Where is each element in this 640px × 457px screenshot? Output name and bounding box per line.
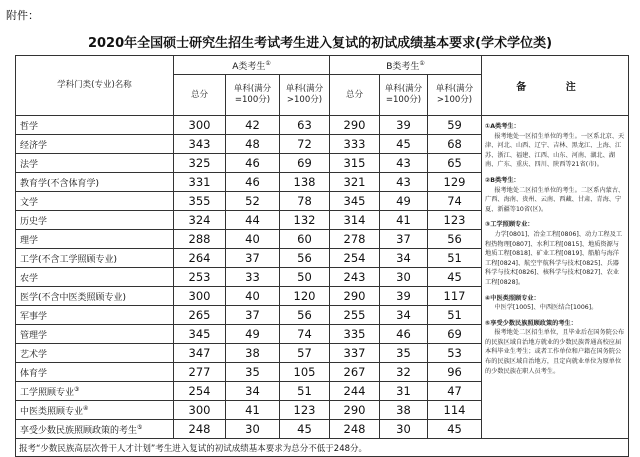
score-cell-b-total: 243 [330,268,380,287]
subject-cell [16,192,174,211]
subject-mark: ③ [74,385,80,393]
score-cell-a-s100: 34 [226,382,280,401]
subject-name: 哲学 [20,121,39,132]
score-cell-b-s100: 30 [380,420,428,439]
subject-name: 法学 [20,159,39,170]
header-group-a-label: A类考生 [232,61,266,72]
score-cell-a-total: 265 [174,306,226,325]
score-cell-a-s100p: 123 [280,401,330,420]
score-cell-b-s100p: 51 [428,306,482,325]
score-cell-b-s100p: 51 [428,249,482,268]
score-cell-b-total: 278 [330,230,380,249]
score-cell-a-total: 254 [174,382,226,401]
subject-cell [16,116,174,135]
score-cell-a-total: 347 [174,344,226,363]
subject-name: 历史学 [20,216,48,227]
score-cell-b-s100: 45 [380,135,428,154]
score-table [15,55,629,457]
score-cell-a-s100: 41 [226,401,280,420]
score-cell-a-total: 345 [174,325,226,344]
subject-cell [16,344,174,363]
attachment-label: 附件： [6,9,39,22]
score-cell-a-s100p: 105 [280,363,330,382]
subject-cell [16,306,174,325]
score-cell-a-s100p: 74 [280,325,330,344]
score-cell-a-total: 331 [174,173,226,192]
score-cell-b-total: 314 [330,211,380,230]
score-cell-a-total: 300 [174,401,226,420]
score-cell-b-total: 248 [330,420,380,439]
score-cell-b-s100: 37 [380,230,428,249]
header-subject: 学科门类(专业)名称 [16,56,174,116]
subject-name: 理学 [20,235,39,246]
subject-cell [16,287,174,306]
score-cell-b-s100p: 69 [428,325,482,344]
score-cell-a-s100p: 56 [280,249,330,268]
subject-cell [16,230,174,249]
remark-block [485,176,625,214]
score-cell-b-total: 321 [330,173,380,192]
score-cell-b-total: 244 [330,382,380,401]
header-group-b [330,56,482,75]
subject-name: 中医类照顾专业 [20,406,84,417]
score-cell-a-s100: 40 [226,287,280,306]
score-cell-a-s100: 42 [226,116,280,135]
score-cell-a-s100: 30 [226,420,280,439]
subject-cell [16,249,174,268]
header-group-a [174,56,330,75]
score-cell-b-s100p: 129 [428,173,482,192]
score-cell-b-s100: 49 [380,192,428,211]
score-cell-b-s100p: 47 [428,382,482,401]
score-cell-b-s100p: 74 [428,192,482,211]
subject-cell [16,268,174,287]
remark-block [485,122,625,170]
score-cell-b-s100p: 117 [428,287,482,306]
score-cell-b-s100: 30 [380,268,428,287]
score-cell-a-total: 325 [174,154,226,173]
subject-cell [16,382,174,401]
score-cell-b-s100: 35 [380,344,428,363]
score-cell-a-total: 277 [174,363,226,382]
score-cell-b-s100: 34 [380,249,428,268]
score-cell-a-total: 324 [174,211,226,230]
score-cell-a-s100: 49 [226,325,280,344]
score-cell-b-total: 335 [330,325,380,344]
score-cell-b-total: 254 [330,249,380,268]
subject-name: 工学照顾专业 [20,387,75,398]
score-cell-a-s100p: 63 [280,116,330,135]
score-cell-a-s100p: 138 [280,173,330,192]
subject-name: 经济学 [20,140,48,151]
subject-cell [16,211,174,230]
header-a-single-over-100: 单科(满分>100分) [280,75,330,116]
score-cell-b-s100: 34 [380,306,428,325]
subject-name: 农学 [20,273,39,284]
subject-cell [16,363,174,382]
subject-cell [16,401,174,420]
score-cell-b-total: 290 [330,287,380,306]
score-cell-b-total: 255 [330,306,380,325]
header-group-b-label: B类考生 [386,61,420,72]
score-cell-b-s100p: 65 [428,154,482,173]
score-cell-b-s100p: 68 [428,135,482,154]
header-b-total: 总分 [330,75,380,116]
subject-name: 工学(不含工学照顾专业) [20,254,118,265]
score-cell-a-s100p: 60 [280,230,330,249]
header-b-single-100: 单科(满分=100分) [380,75,428,116]
score-cell-b-s100p: 45 [428,420,482,439]
header-group-b-mark: ① [419,59,425,67]
score-cell-a-s100: 35 [226,363,280,382]
subject-name: 管理学 [20,330,48,341]
score-cell-b-total: 267 [330,363,380,382]
subject-cell [16,154,174,173]
score-cell-a-total: 288 [174,230,226,249]
score-cell-a-s100p: 78 [280,192,330,211]
score-cell-a-total: 253 [174,268,226,287]
score-cell-b-s100p: 123 [428,211,482,230]
score-cell-a-s100: 33 [226,268,280,287]
score-cell-a-total: 343 [174,135,226,154]
header-a-single-100: 单科(满分=100分) [226,75,280,116]
score-cell-a-s100p: 51 [280,382,330,401]
score-cell-b-s100: 39 [380,287,428,306]
score-cell-b-s100: 46 [380,325,428,344]
score-cell-a-total: 264 [174,249,226,268]
score-cell-a-s100: 37 [226,306,280,325]
score-cell-b-s100p: 56 [428,230,482,249]
remark-body: 报考地处一区招生单位的考生。一区系北京、天津、河北、山西、辽宁、吉林、黑龙江、上海、江苏、浙江、福建、江西、山东、河南、湖北、湖南、广东、重庆、四川、陕西等21省(市)。 [485,132,625,169]
header-remarks: 备 注 [482,56,629,116]
score-cell-b-s100: 38 [380,401,428,420]
document-title: 2020年全国硕士研究生招生考试考生进入复试的初试成绩基本要求(学术学位类) [87,36,553,51]
subject-name: 享受少数民族照顾政策的考生 [20,425,138,436]
footnote-row [16,439,629,457]
score-cell-b-total: 337 [330,344,380,363]
score-cell-a-s100: 46 [226,154,280,173]
score-cell-a-s100p: 72 [280,135,330,154]
score-cell-a-s100: 52 [226,192,280,211]
score-cell-a-s100p: 120 [280,287,330,306]
score-cell-a-s100p: 50 [280,268,330,287]
remark-title: ④中医类照顾专业： [485,294,540,302]
subject-name: 教育学(不含体育学) [20,178,100,189]
header-group-a-mark: ① [265,59,271,67]
score-cell-b-s100p: 45 [428,268,482,287]
score-cell-b-total: 290 [330,116,380,135]
remark-body: 报考地处二区招生单位，且毕业后在国务院公布的民族区域自治地方就业的少数民族普通高校应届本科毕业生考生；或者工作单位和户籍在国务院公布的民族区域自治地方，且定向就业单位为原单位的少数民族在职人员考生。 [485,329,625,375]
score-cell-a-s100: 37 [226,249,280,268]
remark-title: ①A类考生： [485,123,520,130]
score-cell-a-s100p: 132 [280,211,330,230]
remarks-cell [482,116,629,439]
subject-cell [16,173,174,192]
score-cell-b-total: 345 [330,192,380,211]
score-cell-a-total: 300 [174,287,226,306]
score-cell-a-s100: 40 [226,230,280,249]
score-cell-a-total: 248 [174,420,226,439]
remark-body: 报考地处二区招生单位的考生。二区系内蒙古、广西、海南、贵州、云南、西藏、甘肃、青海、宁夏、新疆等10省(区)。 [485,186,625,213]
score-cell-b-s100p: 53 [428,344,482,363]
score-cell-b-total: 315 [330,154,380,173]
subject-name: 艺术学 [20,349,48,360]
score-cell-b-total: 290 [330,401,380,420]
subject-cell [16,325,174,344]
remark-block [485,220,625,287]
table-row [16,116,629,135]
subject-name: 军事学 [20,311,48,322]
subject-mark: ④ [83,404,89,412]
score-cell-a-s100: 46 [226,173,280,192]
score-cell-a-s100: 38 [226,344,280,363]
subject-cell [16,135,174,154]
subject-name: 文学 [20,197,39,208]
subject-name: 体育学 [20,368,48,379]
remark-block [485,319,625,377]
score-cell-a-s100p: 57 [280,344,330,363]
score-cell-a-s100p: 45 [280,420,330,439]
score-cell-a-s100p: 69 [280,154,330,173]
score-cell-b-s100: 43 [380,154,428,173]
score-cell-b-s100: 43 [380,173,428,192]
header-a-total: 总分 [174,75,226,116]
score-cell-b-s100: 32 [380,363,428,382]
score-cell-b-s100p: 59 [428,116,482,135]
score-cell-b-s100p: 114 [428,401,482,420]
remark-body: 力学[0801]、冶金工程[0806]、动力工程及工程热物理[0807]、水利工程[0815]、地质资源与地质工程[0818]、矿业工程[0819]、船舶与海洋工程[0824]、航空宇航科学与技术[0825]、兵器科学与技术[0826]、核科学与技术[0827]、农业工程[0828]。 [485,230,623,286]
score-cell-b-s100: 41 [380,211,428,230]
score-cell-a-s100p: 56 [280,306,330,325]
remark-title: ③工学照顾专业： [485,221,534,229]
score-cell-b-total: 333 [330,135,380,154]
score-cell-a-s100: 48 [226,135,280,154]
score-cell-a-total: 355 [174,192,226,211]
remark-title: ⑤享受少数民族照顾政策的考生： [485,319,577,327]
score-cell-a-s100: 44 [226,211,280,230]
subject-name: 医学(不含中医类照顾专业) [20,292,127,303]
score-cell-b-s100: 31 [380,382,428,401]
subject-mark: ⑤ [137,423,143,431]
remark-body: 中医学[1005]、中西医结合[1006]。 [494,304,598,312]
subject-cell [16,420,174,439]
remark-title: ②B类考生： [485,176,520,184]
remark-block [485,294,625,313]
footnote-text: 报考“少数民族高层次骨干人才计划”考生进入复试的初试成绩基本要求为总分不低于248分。 [16,439,629,457]
score-cell-b-s100: 39 [380,116,428,135]
score-cell-b-s100p: 96 [428,363,482,382]
header-b-single-over-100: 单科(满分>100分) [428,75,482,116]
score-cell-a-total: 300 [174,116,226,135]
